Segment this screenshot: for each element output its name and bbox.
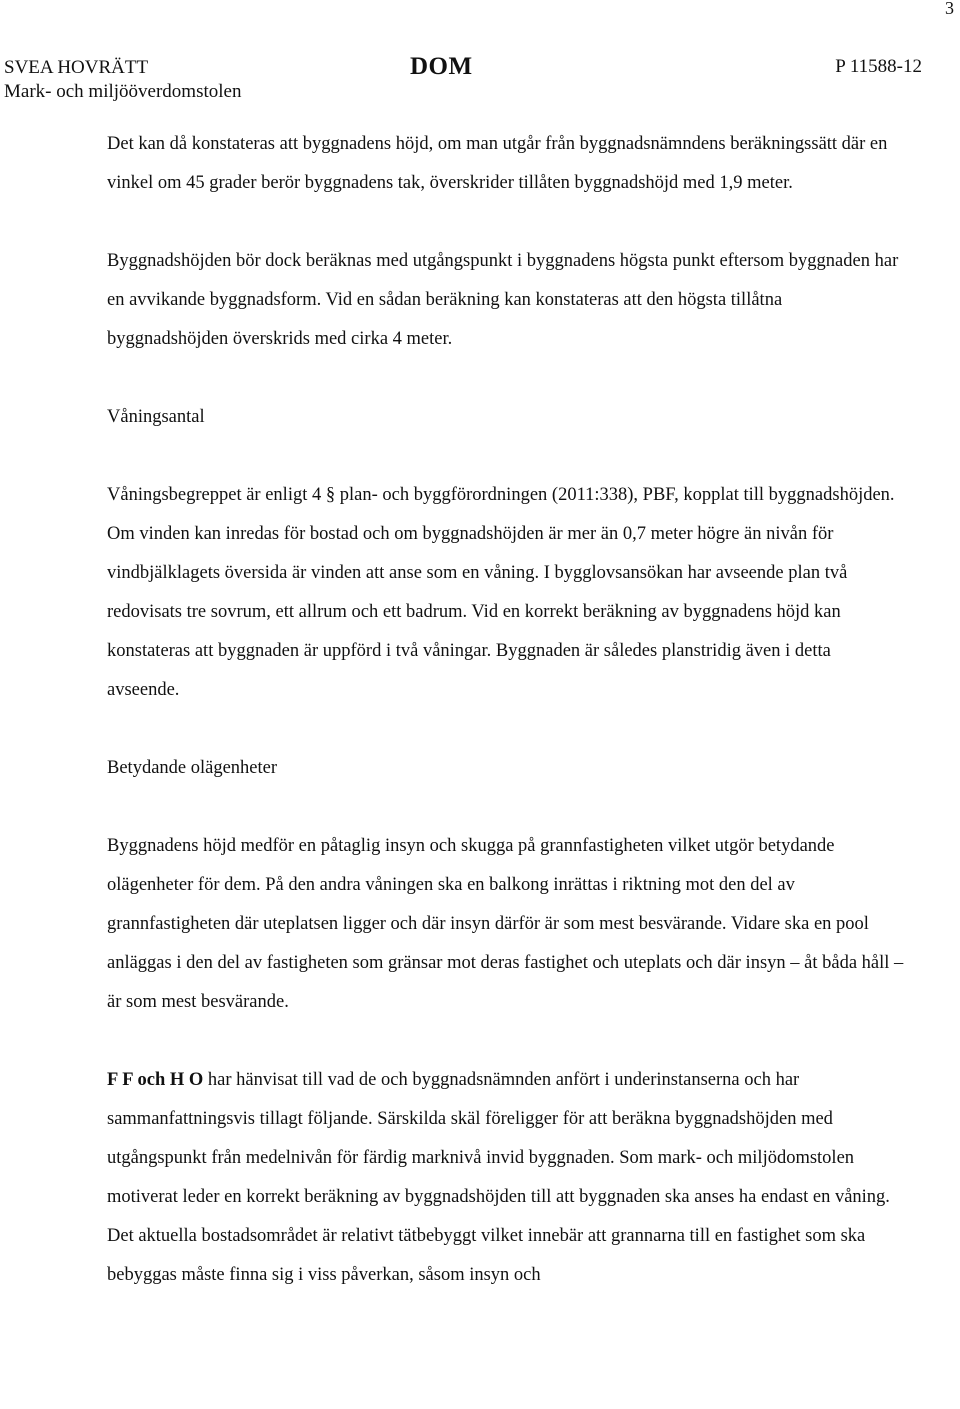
paragraph-height-highest-point: Byggnadshöjden bör dock beräknas med utgångspunkt i byggnadens högsta punkt eftersom byggnaden har en avvikande byggnadsform. Vid en sådan beräkning kan konstateras att den högsta tillåtna byggnadshöjden överskrids med cirka 4 meter. [107, 251, 899, 349]
court-name-line2: Mark- och miljööverdomstolen [4, 81, 242, 102]
page-number: 3 [945, 0, 954, 18]
section-heading-floors: Våningsantal [107, 407, 205, 427]
paragraph-respondents-text: har hänvisat till vad de och byggnadsnämnden anfört i underinstanserna och har sammanfattningsvis tillagt följande. Särskilda skäl föreligger för att beräkna byggnadshöjden med utgångspunkt från medelnivån för färdig marknivå invid byggnaden. Som mark- och miljödomstolen motiverat leder en korrekt beräkning av byggnadshöjden till att byggnaden ska anses ha endast en våning. Det aktuella bostadsområdet är relativt tätbebyggt vilket innebär att grannarna till en fastighet som ska bebyggas måste finna sig i viss påverkan, såsom insyn och [107, 1070, 890, 1285]
paragraph-nuisances: Byggnadens höjd medför en påtaglig insyn och skugga på grannfastigheten vilket utgör betydande olägenheter för dem. På den andra våningen ska en balkong inrättas i riktning mot den del av grannfastigheten där uteplatsen ligger och där insyn därför är som mest besvärande. Vidare ska en pool anläggas i den del av fastigheten som gränsar mot deras fastighet och uteplats och där insyn – åt båda håll – är som mest besvärande. [107, 836, 904, 1012]
court-name-line1: SVEA HOVRÄTT [4, 57, 149, 78]
party-names: F F och H O [107, 1070, 204, 1090]
case-number: P 11588-12 [835, 56, 922, 77]
paragraph-height-calculation: Det kan då konstateras att byggnadens höjd, om man utgår från byggnadsnämndens beräkningssätt där en vinkel om 45 grader berör byggnadens tak, överskrider tillåten byggnadshöjd med 1,9 meter. [107, 134, 888, 193]
document-type: DOM [410, 53, 473, 80]
document-body [107, 125, 907, 1295]
court-name [4, 56, 241, 104]
paragraph-floors: Våningsbegreppet är enligt 4 § plan- och byggförordningen (2011:338), PBF, kopplat till byggnadshöjden. Om vinden kan inredas för bostad och om byggnadshöjden är mer än 0,7 meter högre än nivån för vindbjälklagets översida är vinden att anse som en våning. I bygglovsansökan har avseende plan två redovisats tre sovrum, ett allrum och ett badrum. Vid en korrekt beräkning av byggnadens höjd kan konstateras att byggnaden är uppförd i två våningar. Byggnaden är således planstridig även i detta avseende. [107, 485, 895, 700]
paragraph-respondents [107, 1061, 907, 1295]
section-heading-nuisances: Betydande olägenheter [107, 758, 278, 778]
